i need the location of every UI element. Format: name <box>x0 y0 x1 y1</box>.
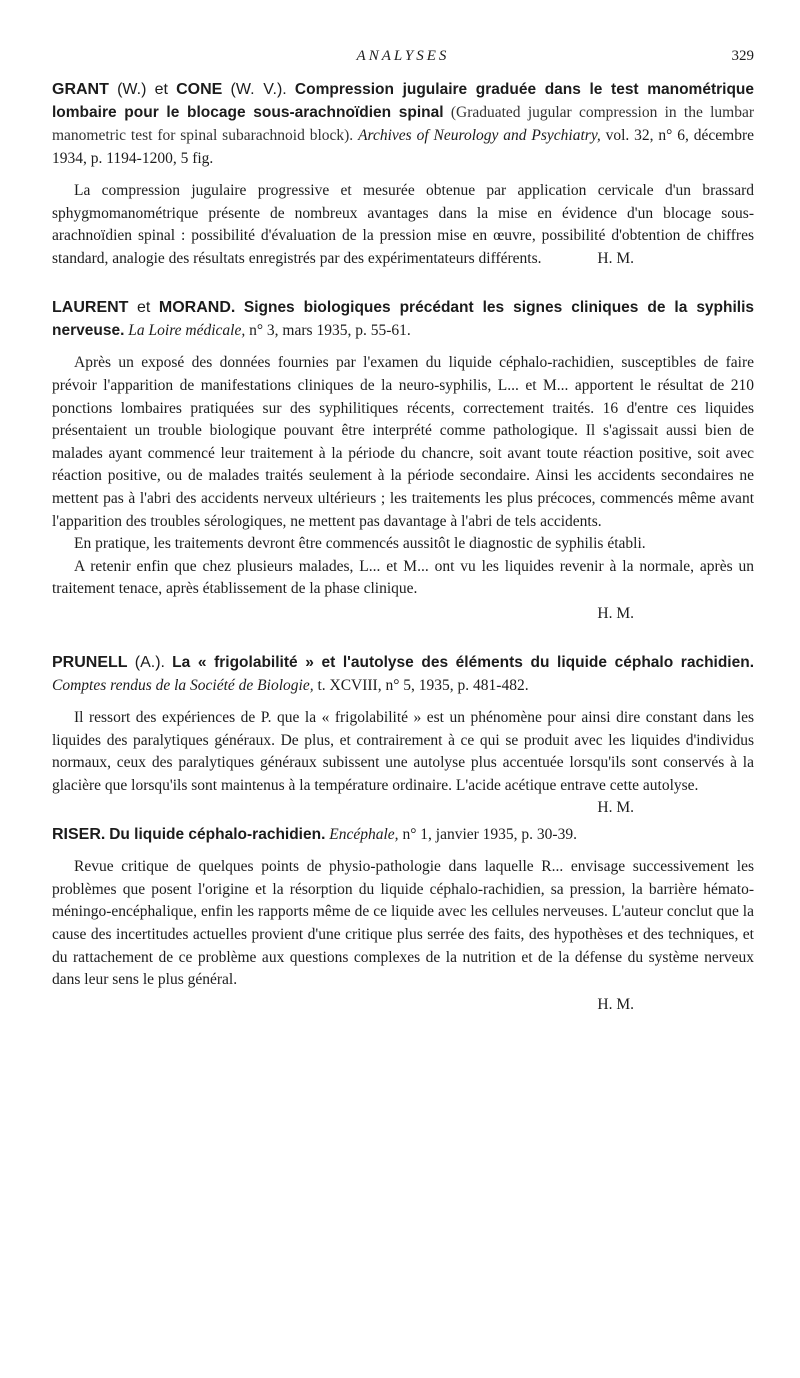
signature: H. M. <box>597 799 634 817</box>
article-title: La « frigolabilité » et l'autolyse des éléments du liquide céphalo rachidien. <box>172 653 755 671</box>
article-title: Du liquide céphalo-rachidien. <box>109 826 326 844</box>
reference-details: vol. 32, n° 6, décembre 1934, p. 1194-1200, 5 fig. <box>52 127 755 167</box>
abstract-entry <box>52 296 754 625</box>
abstract-paragraph: Après un exposé des données fournies par l'examen du liquide céphalo-rachidien, susceptibles de faire prévoir l'apparition de manifestations cliniques de la neuro-syphilis, L... et M... apportent le résultat de 210 ponctions lombaires pratiquées sur des syphilitiques récents, correctement traités. 16 d'entre ces liquides présentaient un trouble biologique pouvant être interprété comme pathologique. Il s'agissait aussi bien de malades ayant commencé leur traitement à la période du chancre, soit avant toute réaction positive, soit avec réaction positive, ou de malades traités seulement à la période secondaire. Ainsi les accidents secondaires ne mettent pas à l'abri des accidents nerveux ultérieurs ; les traitements les plus précoces, commencés même avant l'apparition des troubles sérologiques, ne mettent pas davantage à l'abri de tels accidents. <box>52 354 754 530</box>
conjunction: et <box>136 299 151 317</box>
abstract-paragraph: A retenir enfin que chez plusieurs malades, L... et M... ont vu les liquides revenir à la normale, après un traitement tenace, après établissement de la phase clinique. <box>52 557 754 598</box>
author-name: LAURENT <box>52 299 129 317</box>
signature: H. M. <box>597 995 634 1013</box>
citation <box>52 823 754 846</box>
article-subtitle: (Graduated jugular compression in the lumbar manometric test for spinal subarachnoid block). <box>52 104 754 144</box>
author-name: PRUNELL <box>52 653 128 671</box>
abstract-paragraph <box>52 707 754 817</box>
paragraph-text: La compression jugulaire progressive et mesurée obtenue par application cervicale d'un brassard sphygmomanométrique présente de nombreux avantages dans la mise en évidence d'un blocage sous-arachnoïdien spinal : possibilité d'évaluation de la pression mise en œuvre, possibilité d'obtention de chiffres standard, analogie des résultats enregistrés par des expérimentateurs différents. <box>52 182 754 267</box>
article-title: Compression jugulaire graduée dans le test manométrique lombaire pour le blocage sous-arachnoïdien spinal <box>52 81 755 121</box>
journal-name: Archives of Neurology and Psychiatry, <box>358 127 601 144</box>
citation <box>52 651 754 697</box>
coauthor-initials: (W. V.). <box>230 81 287 98</box>
journal-name: Comptes rendus de la Société de Biologie, <box>52 676 314 694</box>
author-name: RISER. <box>52 826 106 844</box>
author-initials: (A.). <box>134 653 165 671</box>
running-title: ANALYSES <box>356 48 450 64</box>
reference-details: n° 3, mars 1935, p. 55-61. <box>249 322 411 340</box>
page-number: 329 <box>731 48 754 64</box>
signature: H. M. <box>597 249 634 267</box>
coauthor-name: MORAND. <box>158 299 236 317</box>
running-header <box>52 48 754 78</box>
article-title: Signes biologiques précédant les signes cliniques de la syphilis nerveuse. <box>52 299 755 340</box>
abstract-entry <box>52 823 754 1016</box>
conjunction: et <box>154 81 168 98</box>
reference-details: t. XCVIII, n° 5, 1935, p. 481-482. <box>317 676 529 694</box>
author-name: GRANT <box>52 81 109 98</box>
paragraph-text: Il ressort des expériences de P. que la « frigolabilité » est un phénomène pour ainsi dire constant dans les liquides des paralytiques généraux. De plus, et contrairement à ce qui se produit avec les liquides d'individus normaux, ceux des paralytiques généraux subissent une autolyse plus accentuée lorsqu'ils sont conservés à la glacière que lorsqu'ils sont maintenus à la température ordinaire. L'acide acétique entrave cette autolyse. <box>52 708 754 794</box>
abstract-entry <box>52 78 754 270</box>
signature: H. M. <box>597 604 634 622</box>
abstract-paragraph <box>52 180 754 270</box>
abstract-entry <box>52 651 755 817</box>
citation <box>52 78 754 170</box>
journal-name: La Loire médicale, <box>128 322 246 340</box>
abstract-paragraph: En pratique, les traitements devront être commencés aussitôt le diagnostic de syphilis établi. <box>74 535 646 553</box>
journal-name: Encéphale, <box>329 826 399 844</box>
citation <box>52 296 754 342</box>
coauthor-name: CONE <box>176 81 223 98</box>
abstract-paragraph: Revue critique de quelques points de physio-pathologie dans laquelle R... envisage successivement les problèmes que posent l'origine et la résorption du liquide céphalo-rachidien, sa pression, la barrière hémato-méningo-encéphalique, enfin les rapports même de ce liquide avec les cellules nerveuses. L'auteur conclut que la cause des incertitudes actuelles provient d'une critique plus serrée des faits, des hypothèses et des techniques, et du rattachement de ce problème aux questions complexes de la nutrition et de la défense du système nerveux dans leur sens le plus général. <box>52 858 754 989</box>
author-initials: (W.) <box>117 81 147 98</box>
reference-details: n° 1, janvier 1935, p. 30-39. <box>402 826 577 844</box>
